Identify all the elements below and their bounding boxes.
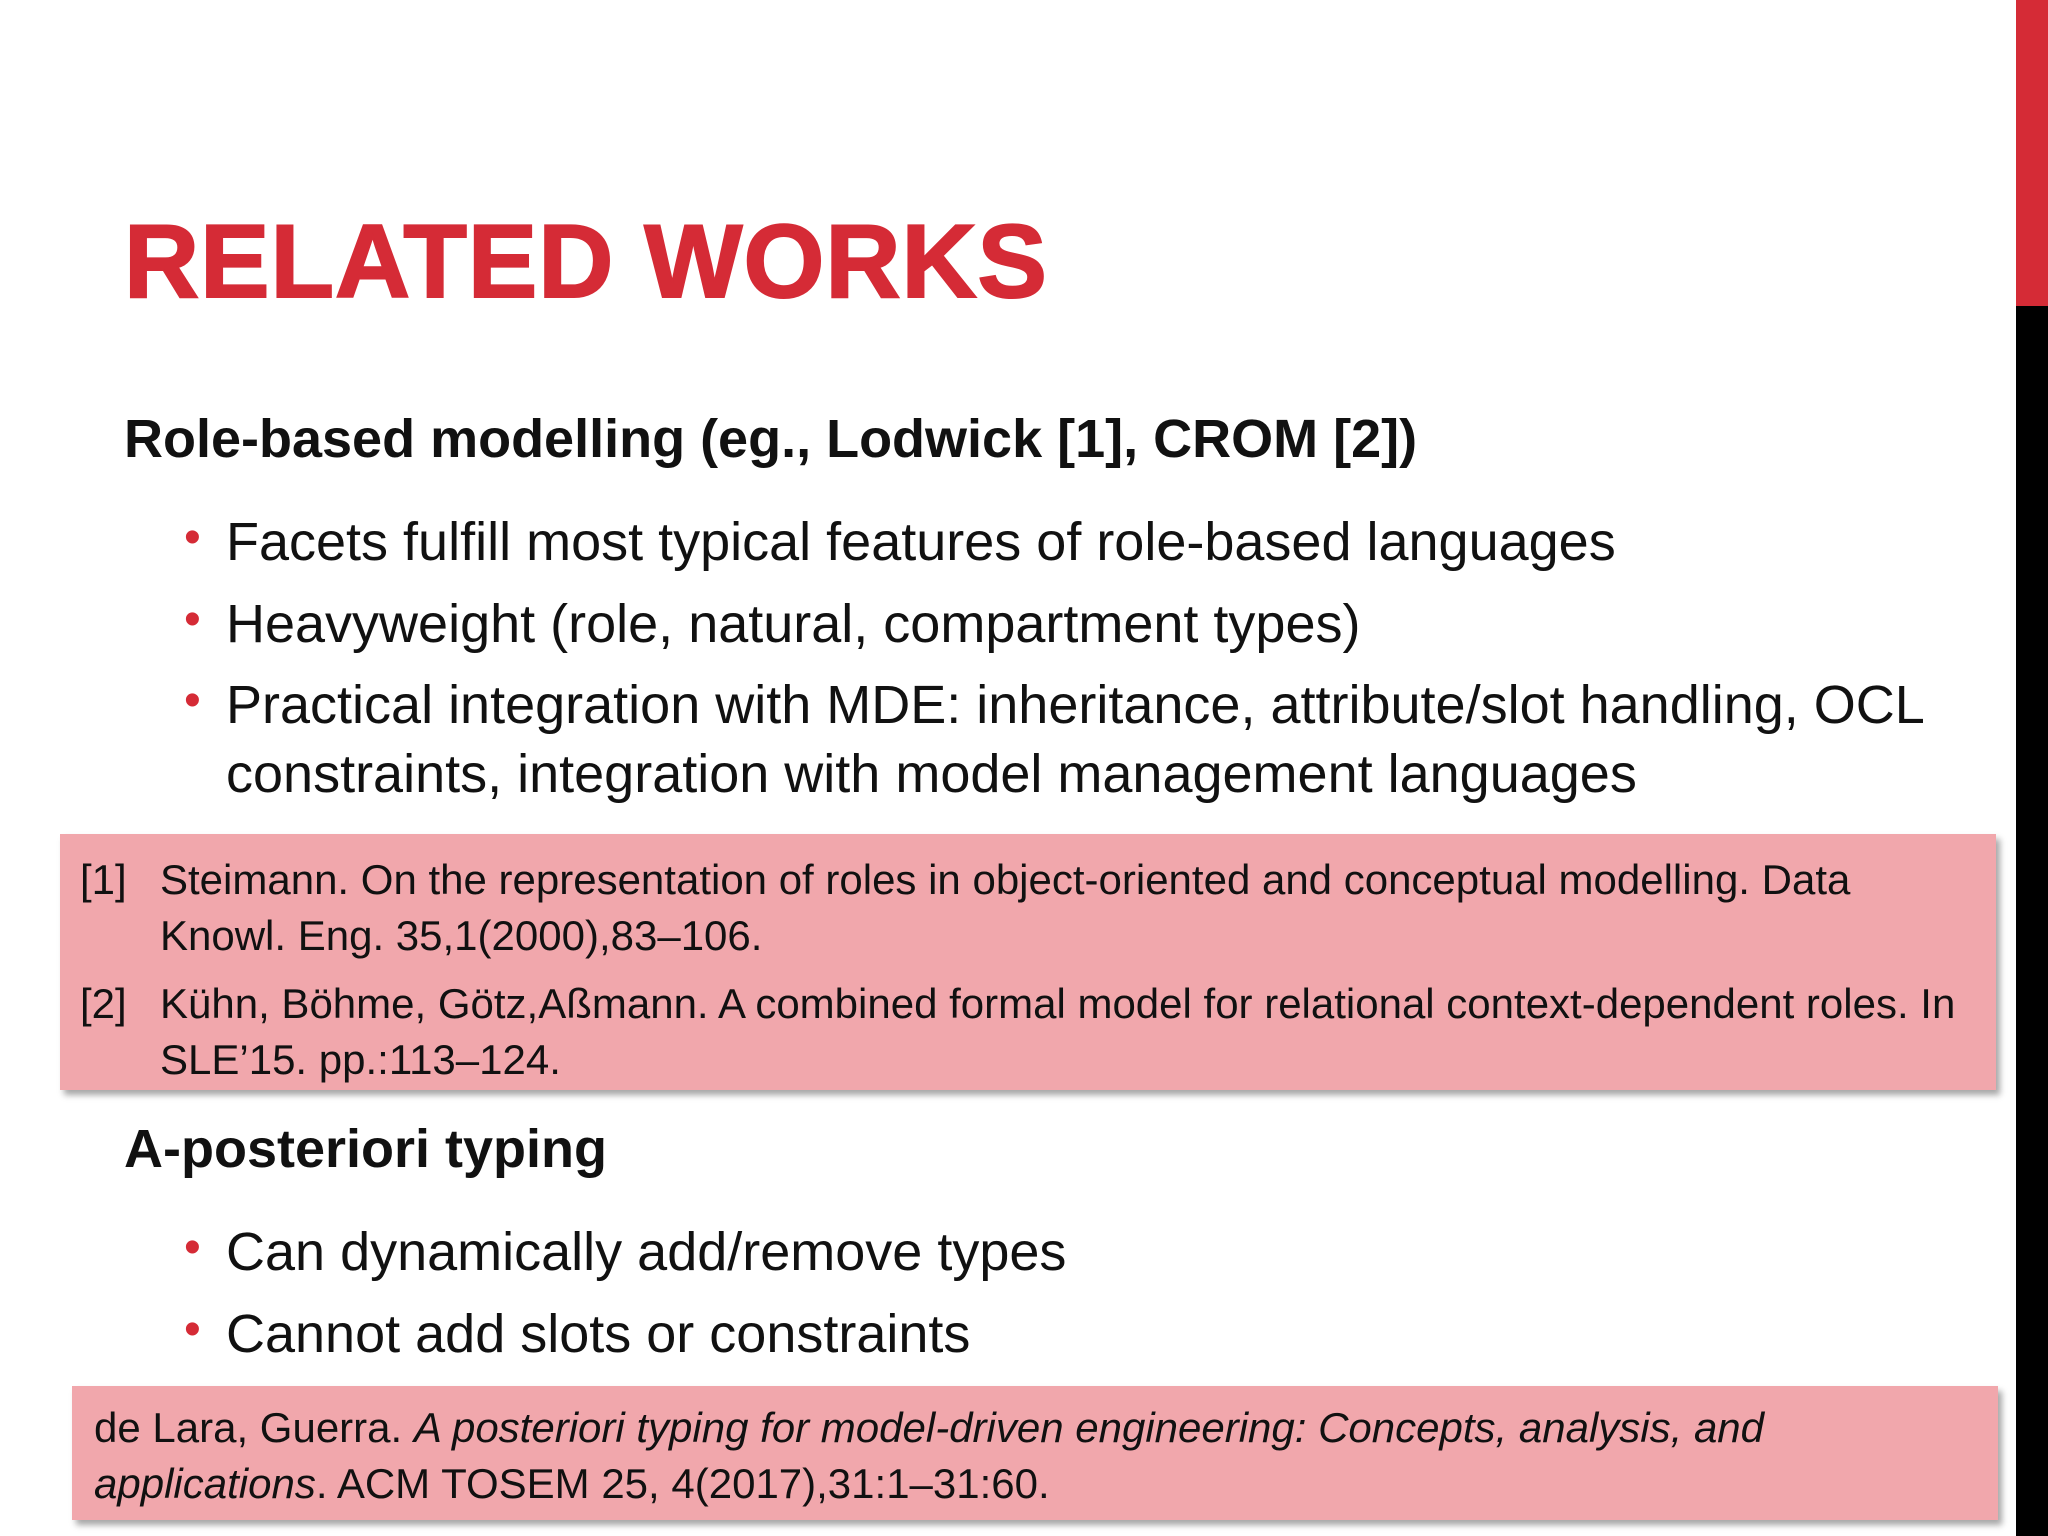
reference-number: [2]: [80, 979, 127, 1027]
section-heading-role-based: Role-based modelling (eg., Lodwick [1], CROM [2]): [124, 409, 1418, 469]
bullet-item: • Cannot add slots or constraints: [184, 1300, 1066, 1369]
bullet-item: • Facets fulfill most typical features of role-based languages: [184, 508, 2048, 577]
reference-item: [80, 852, 1976, 964]
side-bar: [2016, 306, 2048, 1536]
bullet-item: • Practical integration with MDE: inheritance, attribute/slot handling, OCL constraints, integration with model management languages: [184, 671, 2048, 808]
slide-number-fragment: [2002, 1410, 2016, 1482]
reference-details: . ACM TOSEM 25, 4(2017),31:1–31:60.: [315, 1459, 1050, 1507]
bullet-item: • Can dynamically add/remove types: [184, 1218, 1066, 1287]
bullet-icon: •: [184, 1302, 201, 1356]
side-bar-accent: [2016, 0, 2048, 306]
bullet-list-a-posteriori: [184, 1218, 1066, 1381]
section-heading-a-posteriori: A-posteriori typing: [124, 1119, 607, 1179]
bullet-icon: •: [184, 511, 201, 564]
bullet-item: • Heavyweight (role, natural, compartment types): [184, 590, 2048, 659]
reference-number: [1]: [80, 856, 127, 903]
reference-text: Kühn, Böhme, Götz,Aßmann. A combined formal model for relational context-dependent roles. In SLE’15. pp.:113–124.: [160, 979, 1956, 1083]
reference-authors: de Lara, Guerra.: [94, 1404, 414, 1451]
bullet-icon: •: [184, 592, 201, 646]
reference-text: Steimann. On the representation of roles in object-oriented and conceptual modelling. Data Knowl. Eng. 35,1(2000),83–106.: [160, 856, 1851, 959]
bullet-icon: •: [184, 1221, 201, 1274]
reference-title: A posteriori typing for model-driven engineering: Concepts, analysis, and applications: [94, 1404, 1765, 1507]
reference-item: [80, 976, 1976, 1088]
reference-box-role-based: [60, 834, 1996, 1090]
slide-title: RELATED WORKS: [124, 204, 1048, 320]
bullet-icon: •: [184, 674, 201, 728]
reference-box-a-posteriori: [72, 1386, 1998, 1520]
bullet-list-role-based: [184, 508, 2048, 821]
